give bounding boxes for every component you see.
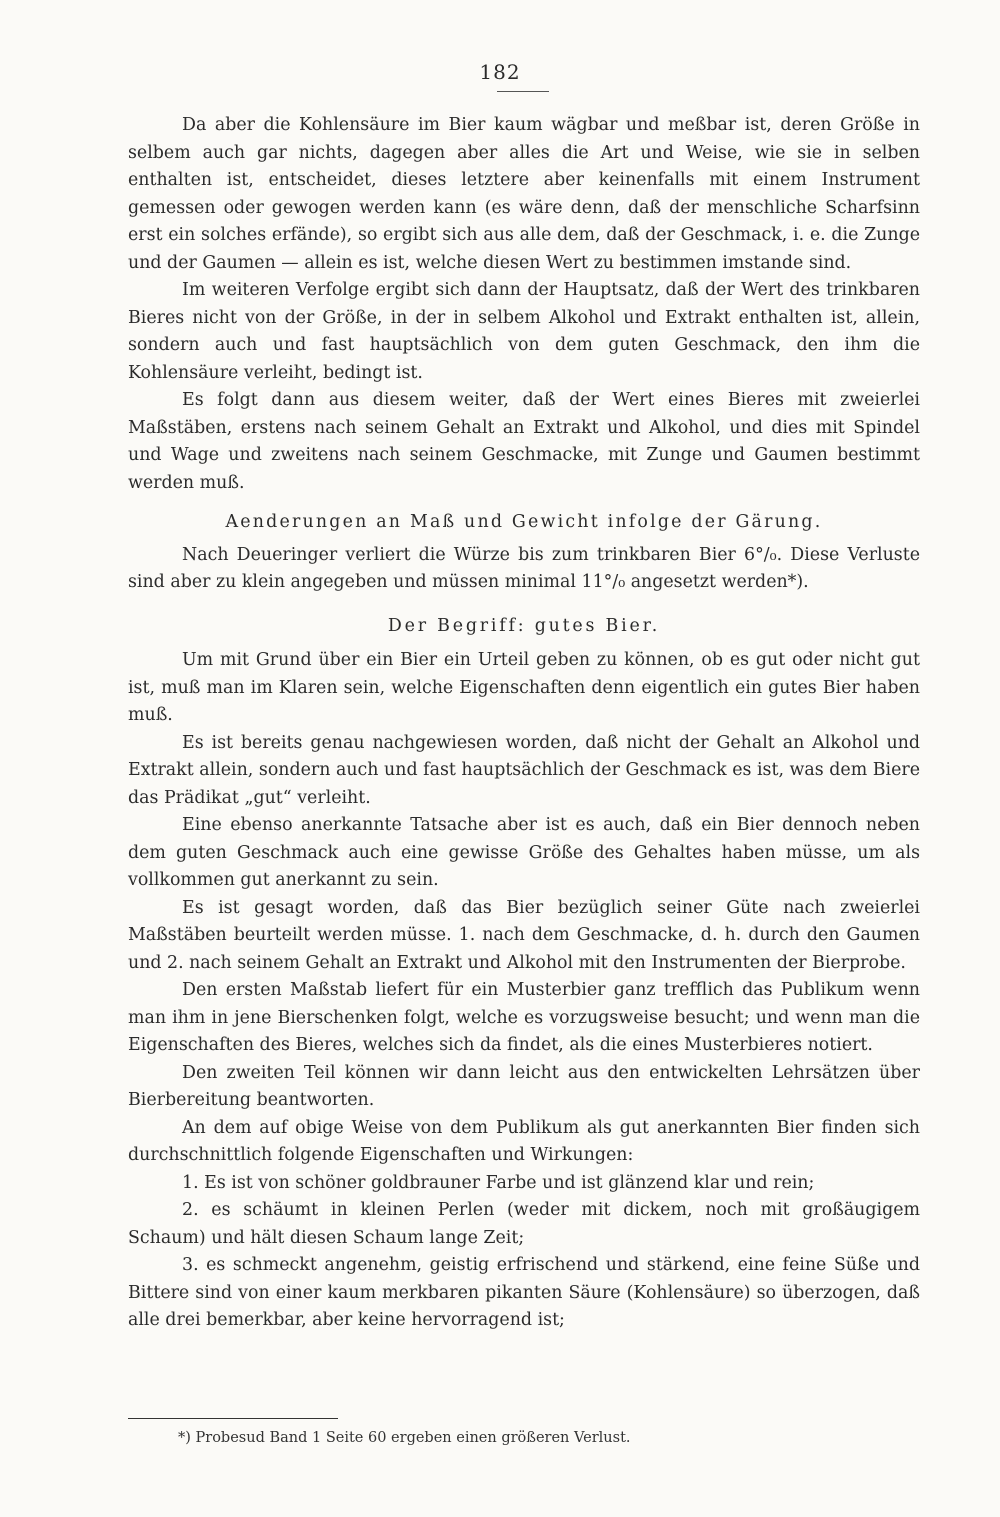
paragraph-gutes-bier-6: Den zweiten Teil können wir dann leicht aus den entwickelten Lehrsätzen über Bierbereitung beantworten. (128, 1062, 920, 1110)
page-number-underline (497, 91, 549, 92)
page-number: 182 (479, 60, 521, 84)
section-heading-gaerung: Aenderungen an Maß und Gewicht infolge der Gärung. (225, 512, 823, 532)
list-item: 1. Es ist von schöner goldbrauner Farbe und ist glänzend klar und rein; (182, 1172, 815, 1193)
paragraph-gutes-bier-4: Es ist gesagt worden, daß das Bier bezüglich seiner Güte nach zweierlei Maßstäben beurteilt werden müsse. 1. nach dem Geschmacke, d. h. durch den Gaumen und 2. nach seinem Gehalt an Extrakt und Alkohol mit den Instrumenten der Bierprobe. (128, 897, 920, 973)
section-heading-gutes-bier: Der Begriff: gutes Bier. (387, 615, 661, 636)
paragraph-gutes-bier-5: Den ersten Maßstab liefert für ein Musterbier ganz trefflich das Publikum wenn man ihm in jene Bierschenken folgt, welche es vorzugsweise besucht; und wenn man die Eigenschaften des Bieres, welches sich da findet, als die eines Musterbieres notiert. (128, 980, 920, 1055)
footnote-rule (128, 1418, 338, 1419)
paragraph-gutes-bier-2: Es ist bereits genau nachgewiesen worden, daß nicht der Gehalt an Alkohol und Extrakt allein, sondern auch und fast hauptsächlich der Geschmack es ist, was dem Biere das Prädikat „gut“ verleiht. (128, 732, 920, 808)
paragraph-gutes-bier-1: Um mit Grund über ein Bier ein Urteil geben zu können, ob es gut oder nicht gut ist, muß man im Klaren sein, welche Eigenschaften denn eigentlich ein gutes Bier haben muß. (128, 650, 920, 725)
paragraph-2: Im weiteren Verfolge ergibt sich dann der Hauptsatz, daß der Wert des trinkbaren Bieres nicht von der Größe, in der in selbem Alkohol und Extrakt enthalten ist, allein, sondern auch und fast hauptsächlich von dem guten Geschmack, den ihm die Kohlensäure verleiht, bedingt ist. (128, 280, 920, 383)
paragraph-3: Es folgt dann aus diesem weiter, daß der Wert eines Bieres mit zweierlei Maßstäben, erstens nach seinem Gehalt an Extrakt und Alkohol, und dies mit Spindel und Wage und zweitens nach seinem Geschmacke, mit Zunge und Gaumen bestimmt werden muß. (128, 390, 920, 493)
footnote: *) Probesud Band 1 Seite 60 ergeben einen größeren Verlust. (178, 1430, 631, 1446)
list-item: 3. es schmeckt angenehm, geistig erfrischend und stärkend, eine feine Süße und Bittere sind von einer kaum merkbaren pikanten Säure (Kohlensäure) so überzogen, daß alle drei bemerkbar, aber keine hervorragend ist; (128, 1255, 920, 1330)
list-item: 2. es schäumt in kleinen Perlen (weder mit dickem, noch mit großäugigem Schaum) und hält diesen Schaum lange Zeit; (128, 1200, 920, 1248)
paragraph-gutes-bier-3: Eine ebenso anerkannte Tatsache aber ist es auch, daß ein Bier dennoch neben dem guten Geschmack auch eine gewisse Größe des Gehaltes haben müsse, um als vollkommen gut anerkannt zu sein. (128, 815, 920, 890)
paragraph-gutes-bier-7: An dem auf obige Weise von dem Publikum als gut anerkannten Bier finden sich durchschnittlich folgende Eigenschaften und Wirkungen: (128, 1117, 920, 1165)
paragraph-1: Da aber die Kohlensäure im Bier kaum wägbar und meßbar ist, deren Größe in selbem auch gar nichts, dagegen aber alles die Art und Weise, wie sie in selben enthalten ist, entscheidet, dieses letztere aber keinenfalls mit einem Instrument gemessen oder gewogen werden kann (es wäre denn, daß der menschliche Scharfsinn erst ein solches erfände), so ergibt sich aus alle dem, daß der Geschmack, i. e. die Zunge und der Gaumen — allein es ist, welche diesen Wert zu bestimmen imstande sind. (128, 115, 920, 273)
paragraph-gaerung: Nach Deueringer verliert die Würze bis zum trinkbaren Bier 6°/₀. Diese Verluste sind aber zu klein angegeben und müssen minimal 11°/₀ angesetzt werden*). (128, 544, 920, 592)
page-body (128, 112, 920, 1335)
